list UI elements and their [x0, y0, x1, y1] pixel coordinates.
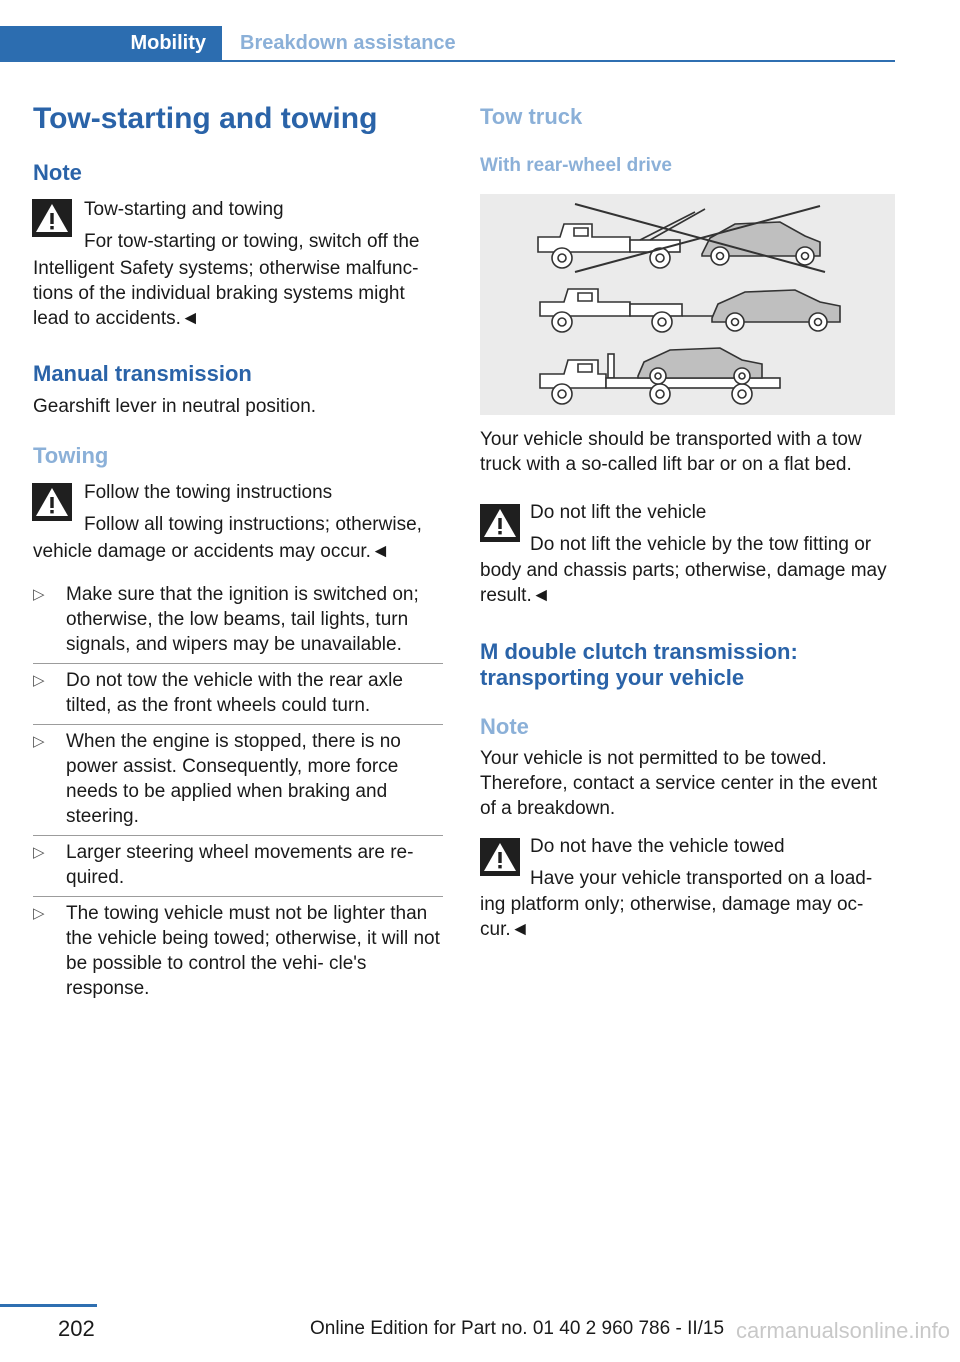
warning-text-line: For tow-starting or towing, switch off the — [84, 231, 420, 252]
triangle-bullet-icon: ▷ — [33, 905, 45, 922]
footer-rule — [0, 1304, 97, 1307]
watermark: carmanualsonline.info — [735, 1318, 950, 1343]
warning-text: ing platform only; otherwise, damage may oc‐ cur.◄ — [480, 894, 864, 940]
section-tab[interactable]: Breakdown assistance — [240, 32, 456, 54]
m-dct-heading-line1: M double clutch transmission: — [480, 639, 798, 664]
warning-icon — [32, 199, 72, 237]
warning-text: Intelligent Safety systems; otherwise malfunc‐ tions of the individual braking systems might lead to accidents.◄ — [33, 258, 419, 329]
manual-transmission-heading: Manual transmission — [33, 361, 252, 386]
warning-text: body and chassis parts; otherwise, damage may result.◄ — [480, 560, 887, 606]
warning-icon — [480, 504, 520, 542]
list-item: ▷ Do not tow the vehicle with the rear axle tilted, as the front wheels could turn. — [33, 663, 443, 724]
page-number: 202 — [58, 1316, 95, 1341]
warning-text-line: Follow all towing instructions; otherwise, — [84, 514, 422, 535]
page-header — [0, 26, 895, 62]
list-item: ▷ When the engine is stopped, there is no power assist. Consequently, more force needs to be applied when braking and steering. — [33, 724, 443, 835]
manual-transmission-text: Gearshift lever in neutral position. — [33, 396, 317, 417]
warning-title: Tow-starting and towing — [84, 199, 284, 220]
tow-truck-illustration — [480, 194, 895, 415]
warning-title: Do not have the vehicle towed — [530, 836, 785, 857]
triangle-bullet-icon: ▷ — [33, 672, 45, 689]
list-item: ▷ The towing vehicle must not be lighter than the vehicle being towed; otherwise, it will not be possible to control the vehi‐ cle's response. — [33, 896, 443, 1007]
edition-text: Online Edition for Part no. 01 40 2 960 786 - II/15 — [310, 1318, 725, 1339]
list-item: ▷ Make sure that the ignition is switched on; otherwise, the low beams, tail lights, turn signals, and wipers may be unavailable. — [33, 584, 419, 655]
tow-truck-heading: Tow truck — [480, 104, 583, 129]
rear-wheel-drive-heading: With rear-wheel drive — [480, 155, 672, 176]
tow-truck-drawing — [480, 194, 895, 415]
warning-text-line: Do not lift the vehicle by the tow fitting or — [530, 534, 872, 555]
towing-heading: Towing — [33, 443, 109, 468]
chapter-tab[interactable]: Mobility — [0, 26, 222, 60]
warning-icon — [480, 838, 520, 876]
liftbar-tow-truck — [540, 289, 720, 332]
warning-title: Follow the towing instructions — [84, 482, 333, 503]
page-title: Tow-starting and towing — [33, 102, 378, 135]
note-text: Your vehicle is not permitted to be towed. Therefore, contact a service center in the event of a breakdown. — [480, 748, 878, 819]
triangle-bullet-icon: ▷ — [33, 733, 45, 750]
triangle-bullet-icon: ▷ — [33, 844, 45, 861]
list-item: ▷ Larger steering wheel movements are re‐ quired. — [33, 835, 443, 896]
warning-title: Do not lift the vehicle — [530, 502, 707, 523]
triangle-bullet-icon: ▷ — [33, 586, 45, 603]
warning-text-line: Have your vehicle transported on a load‐ — [530, 868, 873, 889]
warning-text: vehicle damage or accidents may occur.◄ — [33, 541, 390, 562]
note-heading: Note — [33, 160, 82, 185]
m-dct-heading-line2: transporting your vehicle — [480, 665, 745, 690]
towed-car-2 — [712, 290, 840, 331]
warning-icon — [32, 483, 72, 521]
car-on-flatbed — [638, 348, 762, 384]
towing-bullet-list — [33, 578, 443, 1007]
tow-truck-text: Your vehicle should be transported with a tow truck with a so-called lift bar or on a flat bed. — [480, 429, 862, 475]
note-heading: Note — [480, 714, 529, 739]
